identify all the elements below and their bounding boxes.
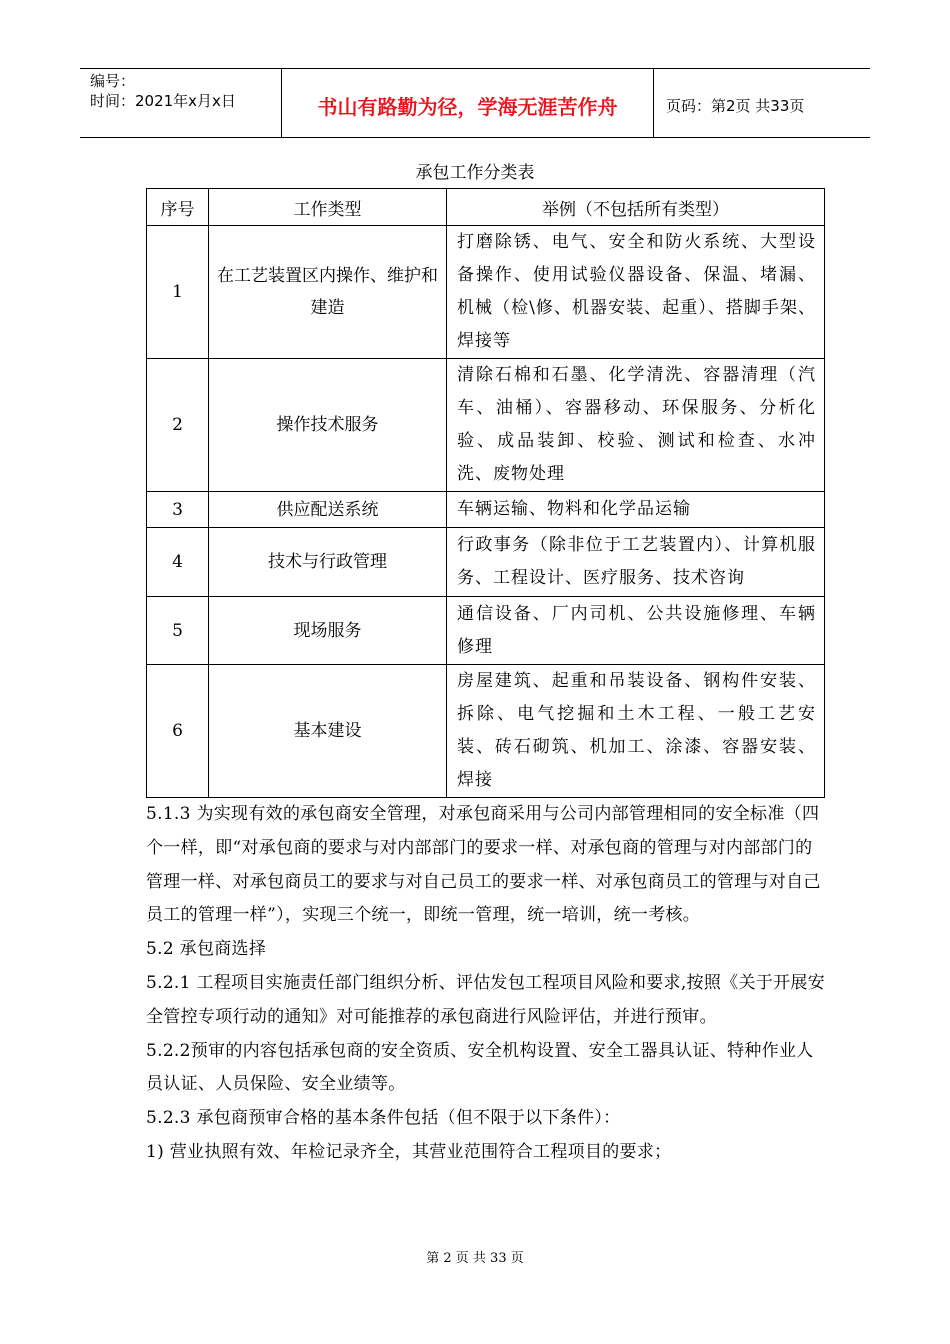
column-header-type: 工作类型 xyxy=(209,189,447,226)
table-row xyxy=(147,665,825,798)
header-motto: 书山有路勤为径，学海无涯苦作舟 xyxy=(282,69,654,137)
row-no: 2 xyxy=(147,359,209,492)
paragraph-5-2-1: 5.2.1 工程项目实施责任部门组织分析、评估发包工程项目风险和要求,按照《关于开展安全管控专项行动的通知》对可能推荐的承包商进行风险评估，并进行预审。 xyxy=(146,972,825,1027)
table-row xyxy=(147,597,825,665)
number-label: 编号： xyxy=(90,72,136,90)
paragraph-5-1-3: 5.1.3 为实现有效的承包商安全管理，对承包商采用与公司内部管理相同的安全标准（四个一样，即“对承包商的要求与对内部部门的要求一样、对承包商的管理与对内部部门的管理一样、对承包商员工的要求与对自己员工的要求一样、对承包商员工的管理与对自己员工的管理一样”），实现三个统一，即统一管理，统一培训，统一考核。 xyxy=(146,804,821,926)
row-no: 3 xyxy=(147,492,209,528)
paragraph-5-2-2: 5.2.2预审的内容包括承包商的安全资质、安全机构设置、安全工器具认证、特种作业人员认证、人员保险、安全业绩等。 xyxy=(146,1040,814,1095)
row-type: 操作技术服务 xyxy=(209,359,447,492)
table-row xyxy=(147,528,825,597)
column-header-no: 序号 xyxy=(147,189,209,226)
row-no: 5 xyxy=(147,597,209,665)
row-no: 4 xyxy=(147,528,209,597)
row-example: 打磨除锈、电气、安全和防火系统、大型设备操作、使用试验仪器设备、保温、堵漏、机械（检\修、机器安装、起重）、搭脚手架、焊接等 xyxy=(447,226,825,359)
paragraph-5-2-3: 5.2.3 承包商预审合格的基本条件包括（但不限于以下条件）： xyxy=(146,1108,621,1129)
row-type: 技术与行政管理 xyxy=(209,528,447,597)
row-type: 基本建设 xyxy=(209,665,447,798)
row-type: 在工艺装置区内操作、维护和建造 xyxy=(209,226,447,359)
row-example: 通信设备、厂内司机、公共设施修理、车辆修理 xyxy=(447,597,825,665)
row-example: 房屋建筑、起重和吊装设备、钢构件安装、拆除、电气挖掘和土木工程、一般工艺安装、砖石砌筑、机加工、涂漆、容器安装、焊接 xyxy=(447,665,825,798)
row-type: 现场服务 xyxy=(209,597,447,665)
table-row xyxy=(147,359,825,492)
row-example: 行政事务（除非位于工艺装置内）、计算机服务、工程设计、医疗服务、技术咨询 xyxy=(447,528,825,597)
page-footer: 第 2 页 共 33 页 xyxy=(426,1251,524,1266)
classification-table xyxy=(146,188,825,798)
row-example: 清除石棉和石墨、化学清洗、容器清理（汽车、油桶）、容器移动、环保服务、分析化验、成品装卸、校验、测试和检查、水冲洗、废物处理 xyxy=(447,359,825,492)
row-no: 6 xyxy=(147,665,209,798)
table-row xyxy=(147,226,825,359)
header-page-info: 页码：第2页 共33页 xyxy=(666,96,805,115)
row-type: 供应配送系统 xyxy=(209,492,447,528)
row-no: 1 xyxy=(147,226,209,359)
row-example: 车辆运输、物料和化学品运输 xyxy=(447,492,825,528)
table-row xyxy=(147,492,825,528)
time-label: 时间：2021年x月x日 xyxy=(90,92,236,110)
table-title: 承包工作分类表 xyxy=(415,163,535,183)
column-header-example: 举例（不包括所有类型） xyxy=(447,189,825,226)
page-header xyxy=(80,68,870,138)
table-header-row xyxy=(147,189,825,226)
header-meta xyxy=(80,69,282,137)
heading-5-2: 5.2 承包商选择 xyxy=(146,939,267,960)
list-item-1: 1) 营业执照有效、年检记录齐全，其营业范围符合工程项目的要求； xyxy=(146,1141,672,1162)
body-text xyxy=(146,798,826,1170)
